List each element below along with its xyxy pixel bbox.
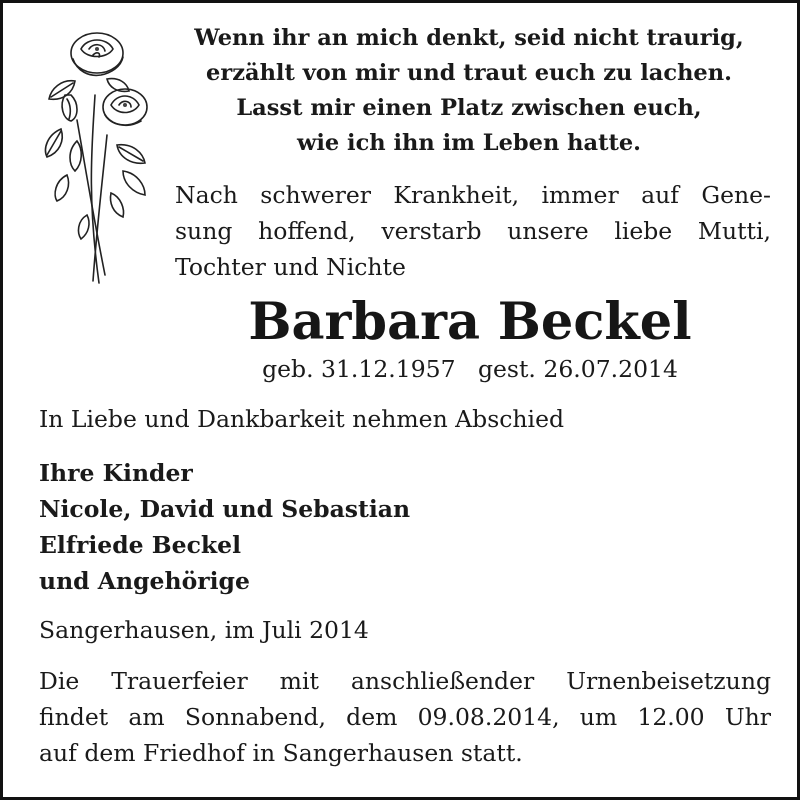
place-and-date: Sangerhausen, im Juli 2014 bbox=[39, 616, 369, 644]
funeral-details bbox=[39, 663, 771, 771]
mourner-line: Ihre Kinder bbox=[39, 459, 193, 487]
mourner-line: und Angehörige bbox=[39, 567, 250, 595]
mourner-line: Nicole, David und Sebastian bbox=[39, 495, 411, 523]
life-dates: geb. 31.12.1957 gest. 26.07.2014 bbox=[262, 355, 678, 383]
funeral-line: auf dem Friedhof in Sangerhausen statt. bbox=[39, 739, 523, 767]
poem-line: Wenn ihr an mich denkt, seid nicht traurig, bbox=[194, 25, 744, 51]
poem-line: erzählt von mir und traut euch zu lachen. bbox=[206, 60, 732, 86]
rose-bouquet-icon bbox=[37, 25, 159, 287]
funeral-line: findet am Sonnabend, dem 09.08.2014, um 12.00 Uhr bbox=[39, 703, 771, 731]
poem-line: wie ich ihn im Leben hatte. bbox=[296, 130, 642, 156]
deceased-name: Barbara Beckel bbox=[248, 292, 692, 352]
poem-line: Lasst mir einen Platz zwischen euch, bbox=[236, 95, 702, 121]
announcement-line: Tochter und Nichte bbox=[175, 253, 406, 281]
mourners-list bbox=[39, 455, 779, 599]
announcement-line: Nach schwerer Krankheit, immer auf Gene- bbox=[175, 181, 771, 209]
announcement-line: sung hoffend, verstarb unsere liebe Mutti, bbox=[175, 217, 771, 245]
death-announcement bbox=[175, 177, 771, 285]
funeral-line: Die Trauerfeier mit anschließender Urnenbeisetzung bbox=[39, 667, 771, 695]
memorial-poem bbox=[173, 21, 765, 161]
mourner-line: Elfriede Beckel bbox=[39, 531, 242, 559]
farewell-text: In Liebe und Dankbarkeit nehmen Abschied bbox=[39, 405, 565, 433]
